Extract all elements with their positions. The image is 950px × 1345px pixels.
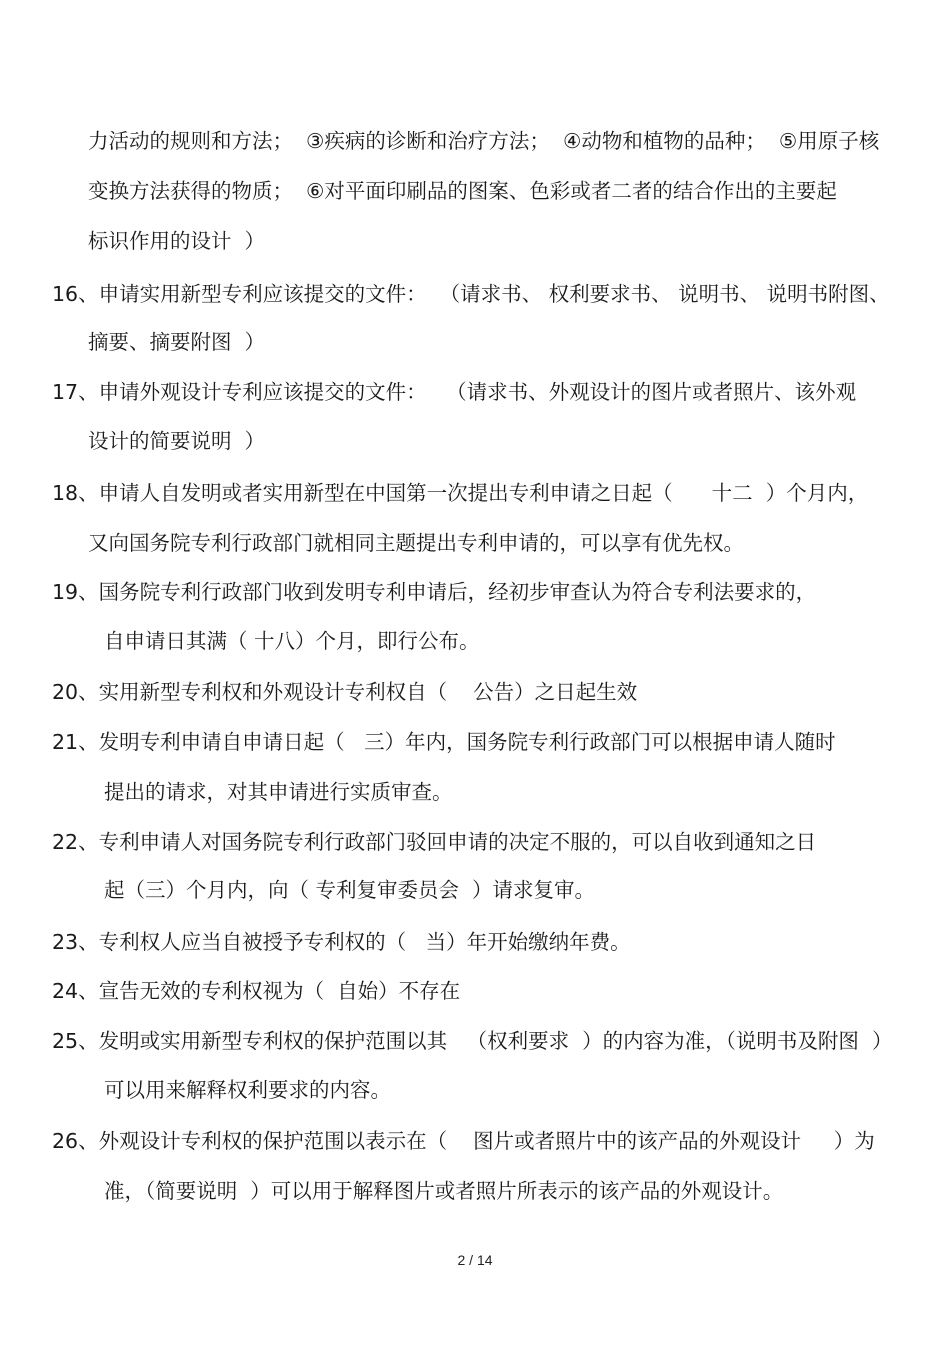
text-line: 提出的请求，对其申请进行实质审查。 — [104, 780, 453, 804]
text-line: 起（三）个月内，向（ 专利复审委员会 ）请求复审。 — [104, 878, 596, 902]
text-line: 又向国务院专利行政部门就相同主题提出专利申请的，可以享有优先权。 — [88, 531, 744, 555]
text-line: 标识作用的设计 ） — [88, 229, 266, 253]
text-line: 变换方法获得的物质； ⑥对平面印刷品的图案、色彩或者二者的结合作出的主要起 — [88, 179, 837, 203]
text-line: 16、申请实用新型专利应该提交的文件： （请求书、 权利要求书、 说明书、 说明书附图、 — [52, 282, 890, 306]
text-line: 25、发明或实用新型专利权的保护范围以其 （权利要求 ）的内容为准，（说明书及附图 ） — [52, 1029, 893, 1053]
text-line: 18、申请人自发明或者实用新型在中国第一次提出专利申请之日起（ 十二 ）个月内， — [52, 481, 869, 505]
page-number: 2 / 14 — [457, 1252, 493, 1268]
text-line: 19、国务院专利行政部门收到发明专利申请后，经初步审查认为符合专利法要求的， — [52, 580, 817, 604]
text-line: 26、外观设计专利权的保护范围以表示在（ 图片或者照片中的该产品的外观设计 ）为 — [52, 1129, 875, 1153]
text-line: 自申请日其满（ 十八）个月，即行公布。 — [104, 629, 480, 653]
text-line: 17、申请外观设计专利应该提交的文件： （请求书、外观设计的图片或者照片、该外观 — [52, 380, 857, 404]
text-line: 力活动的规则和方法； ③疾病的诊断和治疗方法； ④动物和植物的品种； ⑤用原子核 — [88, 129, 880, 153]
text-line: 24、宣告无效的专利权视为（ 自始）不存在 — [52, 979, 461, 1003]
text-line: 设计的简要说明 ） — [88, 429, 266, 453]
text-line: 准，（简要说明 ）可以用于解释图片或者照片所表示的该产品的外观设计。 — [104, 1179, 784, 1203]
text-line: 可以用来解释权利要求的内容。 — [104, 1078, 391, 1102]
text-line: 21、发明专利申请自申请日起（ 三）年内，国务院专利行政部门可以根据申请人随时 — [52, 730, 836, 754]
text-line: 23、专利权人应当自被授予专利权的（ 当）年开始缴纳年费。 — [52, 930, 631, 954]
text-line: 摘要、摘要附图 ） — [88, 330, 266, 354]
text-line: 20、实用新型专利权和外观设计专利权自（ 公告）之日起生效 — [52, 680, 638, 704]
text-line: 22、专利申请人对国务院专利行政部门驳回申请的决定不服的，可以自收到通知之日 — [52, 830, 817, 854]
